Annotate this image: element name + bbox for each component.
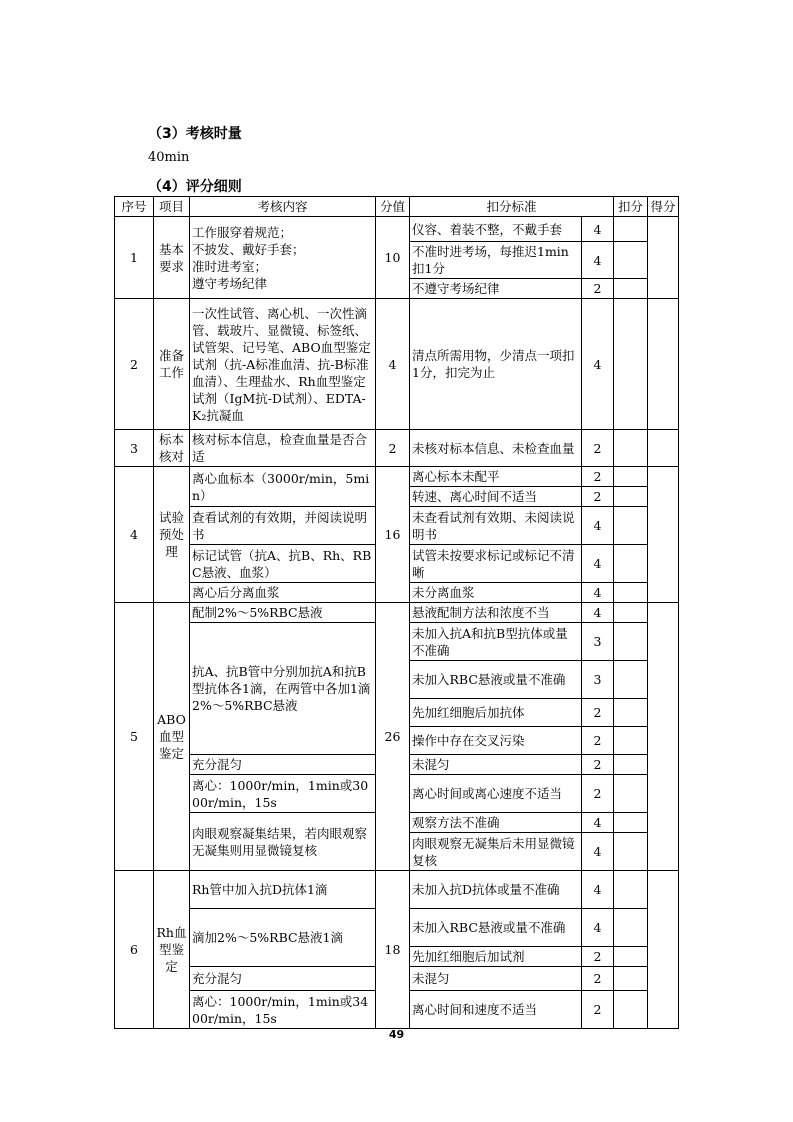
- deduction-text: 操作中存在交叉污染: [410, 727, 582, 755]
- row-no: 3: [115, 430, 154, 467]
- deduction-points: 2: [582, 699, 614, 727]
- deduction-text: 肉眼观察无凝集后未用显微镜复核: [410, 833, 582, 871]
- deduction-text: 仪容、着装不整，不戴手套: [410, 217, 582, 242]
- deduction-points: 4: [582, 871, 614, 909]
- row-content: 一次性试管、离心机、一次性滴管、载玻片、显微镜、标签纸、试管架、记号笔、ABO血型鉴定试剂（抗-A标准血清、抗-B标准血清）、生理盐水、Rh血型鉴定试剂（IgM抗-D试剂）、EDTA-K₂抗凝血: [190, 299, 376, 430]
- deducted-cell: [614, 430, 648, 467]
- row-score: 26: [376, 603, 410, 871]
- deduction-text: 未加入RBC悬液或量不准确: [410, 909, 582, 947]
- table-row: [115, 467, 679, 487]
- row-content: 查看试剂的有效期，并阅读说明书: [190, 507, 376, 545]
- deducted-cell: [614, 299, 648, 430]
- deduction-points: 4: [582, 299, 614, 430]
- deduction-points: 4: [582, 813, 614, 833]
- deduction-points: 4: [582, 909, 614, 947]
- deduction-points: 2: [582, 279, 614, 299]
- row-no: 1: [115, 217, 154, 299]
- deducted-cell: [614, 661, 648, 699]
- deducted-cell: [614, 545, 648, 583]
- row-item: ABO血型鉴定: [154, 603, 190, 871]
- deduction-text: 未分离血浆: [410, 583, 582, 603]
- deducted-cell: [614, 603, 648, 623]
- table-row: [115, 871, 679, 909]
- deduction-points: 2: [582, 487, 614, 507]
- deducted-cell: [614, 699, 648, 727]
- earned-cell: [648, 299, 679, 430]
- deduction-points: 4: [582, 545, 614, 583]
- header-score: 分值: [376, 197, 410, 217]
- table-row: [115, 603, 679, 623]
- row-no: 6: [115, 871, 154, 1029]
- deduction-points: 2: [582, 430, 614, 467]
- deduction-points: 2: [582, 947, 614, 967]
- deduction-points: 4: [582, 507, 614, 545]
- table-row: [115, 430, 679, 467]
- deducted-cell: [614, 967, 648, 991]
- deduction-text: 未加入抗A和抗B型抗体或量不准确: [410, 623, 582, 661]
- row-content: 抗A、抗B管中分别加抗A和抗B型抗体各1滴，在两管中各加1滴2%～5%RBC悬液: [190, 623, 376, 755]
- deducted-cell: [614, 279, 648, 299]
- deduction-points: 2: [582, 755, 614, 775]
- row-content: 滴加2%～5%RBC悬液1滴: [190, 909, 376, 967]
- header-content: 考核内容: [190, 197, 376, 217]
- row-item: 试验预处理: [154, 467, 190, 603]
- deducted-cell: [614, 775, 648, 813]
- row-item: 基本要求: [154, 217, 190, 299]
- row-no: 5: [115, 603, 154, 871]
- row-score: 4: [376, 299, 410, 430]
- deduction-points: 4: [582, 242, 614, 279]
- deduction-text: 清点所需用物，少清点一项扣1分，扣完为止: [410, 299, 582, 430]
- deduction-text: 未核对标本信息、未检查血量: [410, 430, 582, 467]
- table-row: [115, 299, 679, 430]
- deducted-cell: [614, 991, 648, 1029]
- deduction-text: 未加入抗D抗体或量不准确: [410, 871, 582, 909]
- table-header-row: [115, 197, 679, 217]
- deduction-text: 未混匀: [410, 967, 582, 991]
- row-no: 4: [115, 467, 154, 603]
- earned-cell: [648, 217, 679, 299]
- deduction-points: 2: [582, 991, 614, 1029]
- row-content: 标记试管（抗A、抗B、Rh、RBC悬液、血浆）: [190, 545, 376, 583]
- row-content: 充分混匀: [190, 755, 376, 775]
- deducted-cell: [614, 755, 648, 775]
- deduction-text: 不遵守考场纪律: [410, 279, 582, 299]
- deduction-points: 3: [582, 623, 614, 661]
- deduction-text: 离心标本未配平: [410, 467, 582, 487]
- row-content: 离心：1000r/min，1min或3400r/min，15s: [190, 991, 376, 1029]
- scoring-table: [114, 196, 679, 1029]
- row-content: 离心：1000r/min，1min或3000r/min，15s: [190, 775, 376, 813]
- page-number: 49: [388, 1028, 405, 1041]
- deduction-text: 先加红细胞后加试剂: [410, 947, 582, 967]
- deduction-points: 4: [582, 603, 614, 623]
- deduction-points: 2: [582, 727, 614, 755]
- deduction-text: 试管未按要求标记或标记不清晰: [410, 545, 582, 583]
- row-score: 16: [376, 467, 410, 603]
- deducted-cell: [614, 871, 648, 909]
- earned-cell: [648, 871, 679, 1029]
- row-content: 核对标本信息，检查血量是否合适: [190, 430, 376, 467]
- exam-duration: 40min: [148, 150, 190, 165]
- deduction-text: 观察方法不准确: [410, 813, 582, 833]
- row-score: 2: [376, 430, 410, 467]
- deduction-text: 离心时间或离心速度不适当: [410, 775, 582, 813]
- deduction-points: 4: [582, 583, 614, 603]
- deducted-cell: [614, 217, 648, 242]
- earned-cell: [648, 467, 679, 603]
- header-deduction-standard: 扣分标准: [410, 197, 614, 217]
- deduction-text: 未查看试剂有效期、未阅读说明书: [410, 507, 582, 545]
- deducted-cell: [614, 813, 648, 833]
- deducted-cell: [614, 947, 648, 967]
- deducted-cell: [614, 833, 648, 871]
- deduction-text: 转速、离心时间不适当: [410, 487, 582, 507]
- deduction-points: 2: [582, 467, 614, 487]
- section-4-title: （4）评分细则: [148, 179, 242, 195]
- deduction-text: 不准时进考场，每推迟1min扣1分: [410, 242, 582, 279]
- deduction-points: 2: [582, 775, 614, 813]
- deducted-cell: [614, 727, 648, 755]
- deduction-text: 先加红细胞后加抗体: [410, 699, 582, 727]
- deduction-text: 离心时间和速度不适当: [410, 991, 582, 1029]
- deduction-text: 悬液配制方法和浓度不当: [410, 603, 582, 623]
- deducted-cell: [614, 507, 648, 545]
- row-content: 离心血标本（3000r/min，5min）: [190, 467, 376, 507]
- row-content: Rh管中加入抗D抗体1滴: [190, 871, 376, 909]
- header-item: 项目: [154, 197, 190, 217]
- earned-cell: [648, 603, 679, 871]
- row-score: 18: [376, 871, 410, 1029]
- deduction-text: 未混匀: [410, 755, 582, 775]
- row-no: 2: [115, 299, 154, 430]
- header-no: 序号: [115, 197, 154, 217]
- row-content: 离心后分离血浆: [190, 583, 376, 603]
- deduction-points: 4: [582, 217, 614, 242]
- row-item: 标本核对: [154, 430, 190, 467]
- header-deducted: 扣分: [614, 197, 648, 217]
- deduction-points: 3: [582, 661, 614, 699]
- deducted-cell: [614, 909, 648, 947]
- deduction-text: 未加入RBC悬液或量不准确: [410, 661, 582, 699]
- deducted-cell: [614, 242, 648, 279]
- header-earned: 得分: [648, 197, 679, 217]
- row-item: 准备工作: [154, 299, 190, 430]
- deducted-cell: [614, 467, 648, 487]
- deduction-points: 2: [582, 967, 614, 991]
- row-score: 10: [376, 217, 410, 299]
- earned-cell: [648, 430, 679, 467]
- row-content: 配制2%～5%RBC悬液: [190, 603, 376, 623]
- section-3-title: （3）考核时量: [148, 126, 242, 142]
- deducted-cell: [614, 623, 648, 661]
- row-content: 工作服穿着规范； 不披发、戴好手套； 准时进考室； 遵守考场纪律: [190, 217, 376, 299]
- deducted-cell: [614, 487, 648, 507]
- row-item: Rh血型鉴定: [154, 871, 190, 1029]
- deduction-points: 4: [582, 833, 614, 871]
- table-row: [115, 217, 679, 242]
- deducted-cell: [614, 583, 648, 603]
- row-content: 充分混匀: [190, 967, 376, 991]
- row-content: 肉眼观察凝集结果，若肉眼观察无凝集则用显微镜复核: [190, 813, 376, 871]
